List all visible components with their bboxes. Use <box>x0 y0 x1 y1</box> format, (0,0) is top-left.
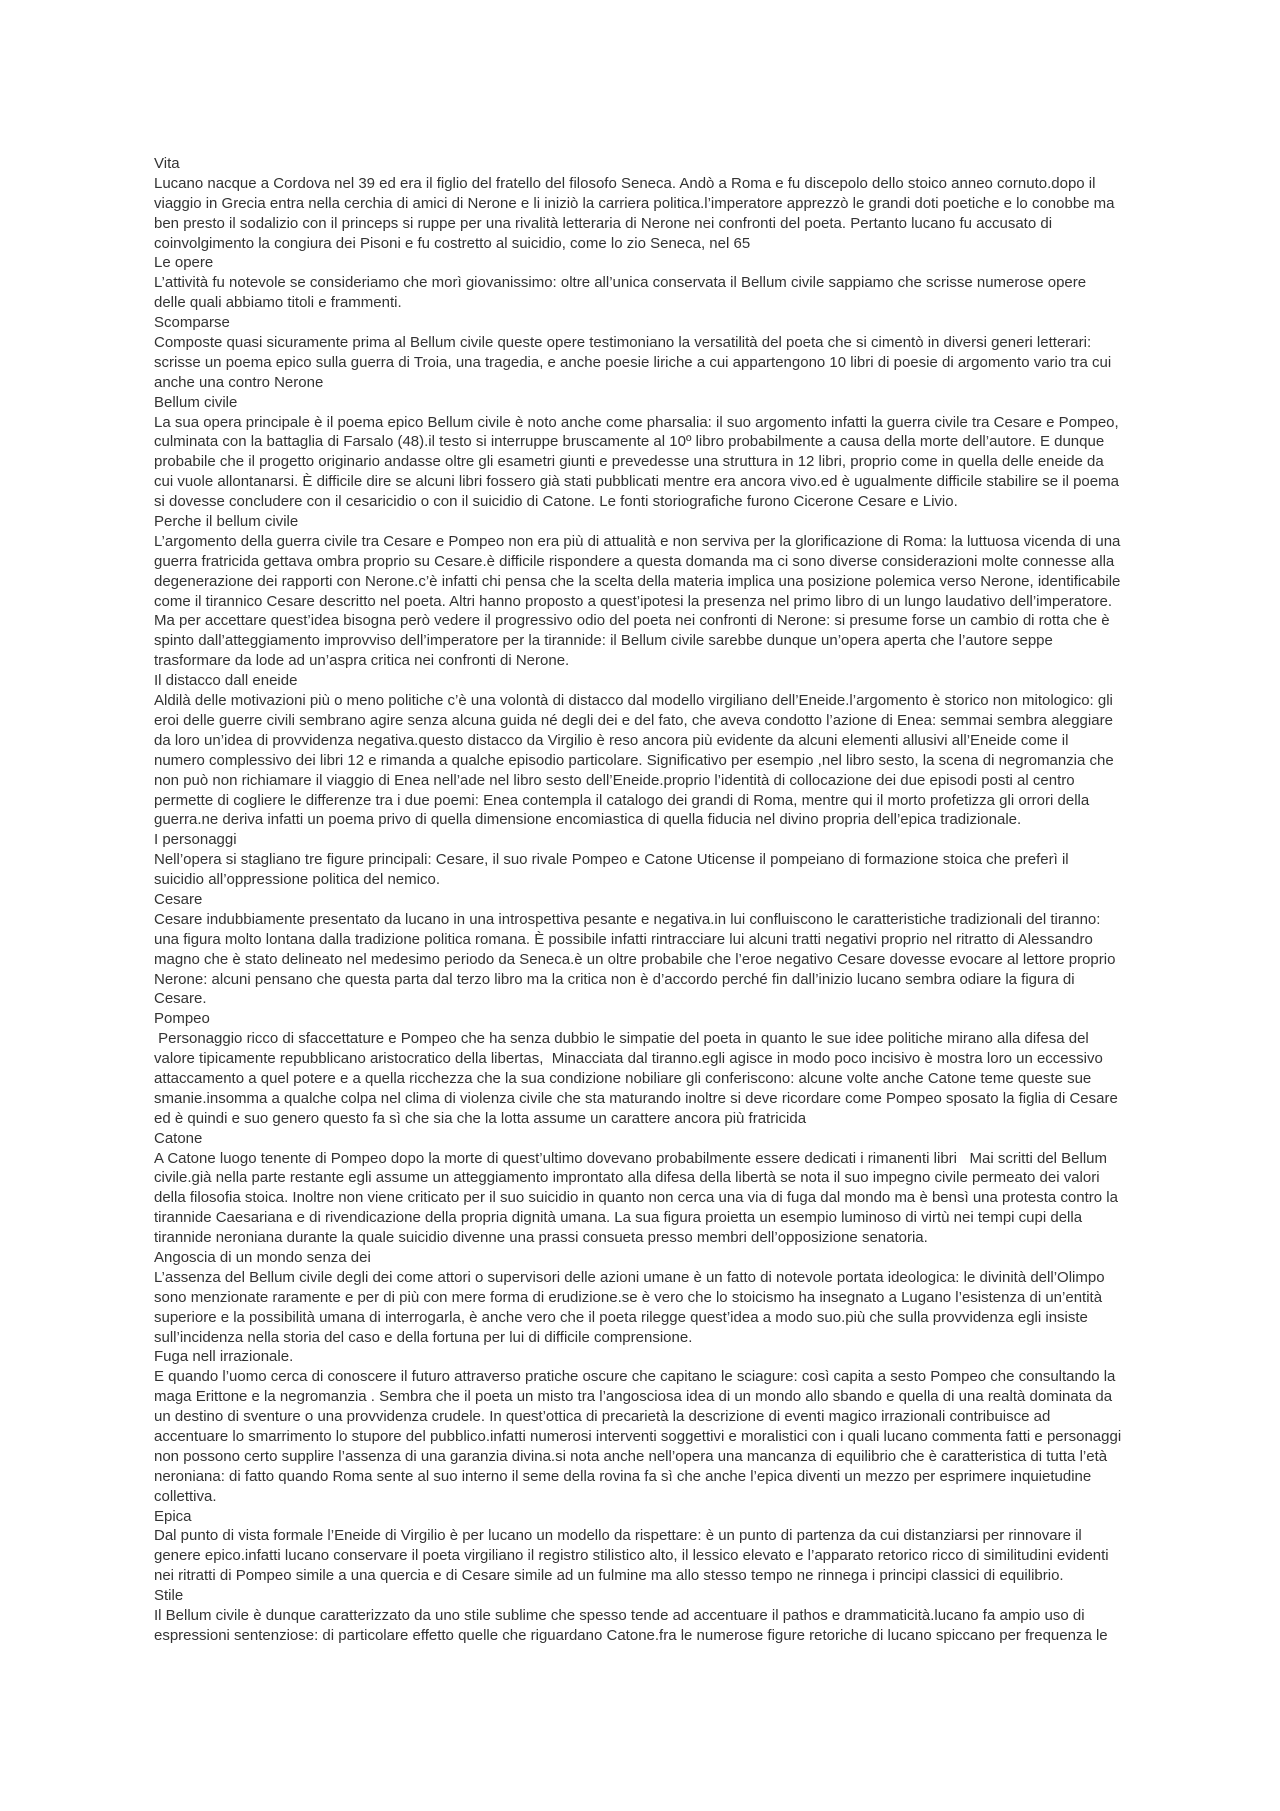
text-line: si dovesse concludere con il cesaricidio o con il suicidio di Catone. Le fonti storiografiche furono Cicerone Cesare e Livio. <box>154 493 958 511</box>
text-line: non può non richiamare il viaggio di Enea nell’ade nel libro sesto dell’Eneide.proprio l’identità di collocazione dei due episodi posti al centro <box>154 771 1075 789</box>
text-line: trasformare da lode ad un’aspra critica nei confronti di Nerone. <box>154 652 570 670</box>
section-heading: Perche il bellum civile <box>154 513 299 531</box>
text-line: Lucano nacque a Cordova nel 39 ed era il figlio del fratello del filosofo Seneca. Andò a Roma e fu discepolo dello stoico anneo cornuto.dopo il <box>154 174 1096 192</box>
section-heading: Scomparse <box>154 314 230 332</box>
section-heading: Cesare <box>154 890 203 908</box>
text-line: una figura molto lontana dalla tradizione politica romana. È possibile infatti rintracciare lui alcuni tratti negativi proprio nel ritratto di Alessandro <box>154 930 1093 948</box>
section-il-distacco-dall-eneide <box>154 671 1254 830</box>
text-line: permette di cogliere le differenze tra i due poemi: Enea contempla il catalogo dei grandi di Roma, mentre qui il morto profetizza gli orrori della <box>154 791 1090 809</box>
text-line: Dal punto di vista formale l’Eneide di Virgilio è per lucano un modello da rispettare: è un punto di partenza da cui distanziarsi per rinnovare il <box>154 1527 1082 1545</box>
text-line: ben presto il sodalizio con il princeps si ruppe per una rivalità letteraria di Nerone nei confronti del poeta. Pertanto lucano fu accusato di <box>154 214 1053 232</box>
text-line: attaccamento a quel potere e a quella ricchezza che la sua condizione nobiliare gli conferiscono: alcune volte anche Catone teme queste sue <box>154 1069 1092 1087</box>
text-line: Ma per accettare quest’idea bisogna però vedere il progressivo odio del poeta nei confronti di Nerone: si presume forse un cambio di rotta che è <box>154 612 1110 630</box>
section-pompeo <box>154 1009 1254 1128</box>
section-perche-il-bellum-civile <box>154 512 1254 671</box>
text-line: smanie.insomma a qualche colpa nel clima di violenza civile che sta maturando inoltre si deve ricordare come Pompeo sposato la figlia di Cesare <box>154 1089 1118 1107</box>
text-line: ed è quindi e suo genero questo fa sì che sia che la lotta assume un carattere ancora più fratricida <box>154 1109 807 1127</box>
text-line: spinto dall’atteggiamento improvviso dell’imperatore per la tirannide: il Bellum civile sarebbe dunque un’opera aperta che l’autore seppe <box>154 632 1053 650</box>
text-line: culminata con la battaglia di Farsalo (48).il testo si interruppe bruscamente al 10º libro probabilmente a causa della morte dell’autore. E dunque <box>154 433 1105 451</box>
section-angoscia-di-un-mondo-senza-dei <box>154 1248 1254 1347</box>
text-line: A Catone luogo tenente di Pompeo dopo la morte di quest’ultimo dovevano probabilmente essere dedicati i rimanenti libri Mai scritti del Bellum <box>154 1149 1108 1167</box>
section-heading: Stile <box>154 1587 184 1605</box>
text-line: superiore e la possibilità umana di interrogarla, è anche vero che il poeta rilegge quest’idea a modo suo.più che sulla provvidenza egli insiste <box>154 1308 1088 1326</box>
section-bellum-civile <box>154 393 1254 512</box>
section-heading: Il distacco dall eneide <box>154 672 298 690</box>
text-line: genere epico.infatti lucano conservare il poeta virgiliano il registro stilistico alto, il lessico elevato e l’apparato retorico ricco di similitudini evidenti <box>154 1547 1109 1565</box>
text-line: degenerazione dei rapporti con Nerone.c’è infatti chi pensa che la scelta della materia implica una posizione polemica verso Nerone, identificabile <box>154 572 1121 590</box>
text-line: Nell’opera si stagliano tre figure principali: Cesare, il suo rivale Pompeo e Catone Uticense il pompeiano di formazione stoica che preferì il <box>154 851 1069 869</box>
text-line: Cesare indubbiamente presentato da lucano in una introspettiva pesante e negativa.in lui confluiscono le caratteristiche tradizionali del tiranno: <box>154 910 1101 928</box>
section-heading: Catone <box>154 1129 203 1147</box>
text-line: suicidio all’oppressione politica del nemico. <box>154 871 440 889</box>
section-heading: Pompeo <box>154 1010 210 1028</box>
section-epica <box>154 1507 1254 1587</box>
text-line: tirannide Caesariana e di rivendicazione della propria dignità umana. La sua figura proietta un esempio luminoso di virtù nei tempi cupi della <box>154 1209 1083 1227</box>
text-line: civile.già nella parte restante egli assume un atteggiamento improntato alla difesa della libertà se nota il suo impegno civile permeato dei valori <box>154 1169 1100 1187</box>
text-line: come il tirannico Cesare descritto nel poeta. Altri hanno proposto a quest’ipotesi la presenza nel primo libro di un lungo laudativo dell’imperatore. <box>154 592 1113 610</box>
text-line: Personaggio ricco di sfaccettature e Pompeo che ha senza dubbio le simpatie del poeta in quanto le sue idee politiche mirano alla difesa del <box>154 1030 1089 1048</box>
section-vita <box>154 154 1254 253</box>
text-line: sull’incidenza nella storia del caso e della fortuna per lui di difficile comprensione. <box>154 1328 693 1346</box>
text-line: Aldilà delle motivazioni più o meno politiche c’è una volontà di distacco dal modello virgiliano dell’Eneide.l’argomento è storico non mitologico: gli <box>154 692 1113 710</box>
section-heading: Bellum civile <box>154 393 238 411</box>
text-line: coinvolgimento la congiura dei Pisoni e fu costretto al suicidio, come lo zio Seneca, nel 65 <box>154 234 751 252</box>
text-line: accentuare lo smarrimento lo stupore del pubblico.infatti numerosi interventi soggettivi e moralistici con i quali lucano commenta fatti e personaggi <box>154 1428 1122 1445</box>
text-line: Il Bellum civile è dunque caratterizzato da uno stile sublime che spesso tende ad accentuare il pathos e drammaticità.lucano fa ampio uso di <box>154 1607 1085 1625</box>
text-line: della filosofia stoica. Inoltre non viene criticato per il suo suicidio in quanto non cerca una via di fuga dal mondo ma è bensì una protesta contro la <box>154 1189 1118 1207</box>
text-line: La sua opera principale è il poema epico Bellum civile è noto anche come pharsalia: il suo argomento infatti la guerra civile tra Cesare e Pompeo, <box>154 413 1119 431</box>
section-scomparse <box>154 313 1254 393</box>
text-line: espressioni sentenziose: di particolare effetto quelle che riguardano Catone.fra le numerose figure retoriche di lucano spiccano per frequenza le <box>154 1626 1108 1644</box>
text-line: L’argomento della guerra civile tra Cesare e Pompeo non era più di attualità e non serviva per la glorificazione di Roma: la luttuosa vicenda di una <box>154 532 1121 550</box>
text-line: guerra.ne deriva infatti un poema privo di quella dimensione encomiastica di quella fiducia nel divino propria dell’epica tradizionale. <box>154 811 1022 829</box>
section-heading: Vita <box>154 155 180 172</box>
text-line: Cesare. <box>154 990 207 1008</box>
document-body <box>154 154 1254 1646</box>
section-fuga-nell-irrazionale <box>154 1347 1254 1506</box>
text-line: un destino di sventure o una provvidenza crudele. In quest’ottica di precarietà la descrizione di eventi magico irrazionali contribuisce ad <box>154 1408 1051 1426</box>
text-line: L’assenza del Bellum civile degli dei come attori o supervisori delle azioni umane è un fatto di notevole portata ideologica: le divinità dell’Olimpo <box>154 1268 1105 1286</box>
text-line: non possono certo supplire l’assenza di una garanzia divina.si nota anche nell’opera una mancanza di equilibrio che è caratteristica di tutta l’età <box>154 1447 1108 1465</box>
text-line: sono menzionate raramente e per di più con mere forma di erudizione.se è vero che lo stoicismo ha insegnato a Lugano l’esistenza di un’entità <box>154 1288 1103 1306</box>
text-line: eroi delle guerre civili sembrano agire senza alcuna guida né degli dei e del fato, che aveva condotto l’azione di Enea: semmai sembra aleggiare <box>154 711 1113 729</box>
text-line: delle quali abbiamo titoli e frammenti. <box>154 294 402 312</box>
text-line: magno che è stato delineato nel medesimo periodo da Seneca.è un oltre probabile che l’eroe negativo Cesare dovesse evocare al lettore proprio <box>154 950 1116 968</box>
text-line: Composte quasi sicuramente prima al Bellum civile queste opere testimoniano la versatilità del poeta che si cimentò in diversi generi letterari: <box>154 334 1092 352</box>
text-line: tirannide neroniana durante la quale suicidio divenne una prassi consueta presso membri dell’opposizione senatoria. <box>154 1229 928 1247</box>
section-catone <box>154 1129 1254 1248</box>
text-line: neroniana: di fatto quando Roma sente al suo interno il seme della rovina fa sì che anche l’epica diventi un mezzo per esprimere inquietudine <box>154 1467 1092 1485</box>
text-line: anche una contro Nerone <box>154 373 324 391</box>
text-line: nei ritratti di Pompeo simile a una quercia e di Cesare simile ad un fulmine ma allo stesso tempo ne rinnega i principi classici di equilibrio. <box>154 1567 1064 1585</box>
text-line: cui vuole allontanarsi. È difficile dire se alcuni libri fossero già stati pubblicati mentre era ancora vivo.ed è ugualmente difficile stabilire se il poema <box>154 473 1119 491</box>
text-line: L’attività fu notevole se consideriamo che morì giovanissimo: oltre all’unica conservata il Bellum civile sappiamo che scrisse numerose opere <box>154 274 1087 292</box>
text-line: E quando l’uomo cerca di conoscere il futuro attraverso pratiche oscure che capitano le sciagure: così capita a sesto Pompeo che consultando la <box>154 1368 1116 1386</box>
text-line: collettiva. <box>154 1487 217 1505</box>
text-line: da loro un’idea di provvidenza negativa.questo distacco da Virgilio è reso ancora più evidente da alcuni elementi allusivi all’Eneide come il <box>154 731 1069 749</box>
text-line: maga Erittone e la negromanzia . Sembra che il poeta un misto tra l’angosciosa idea di un mondo allo sbando e quella di una realtà dominata da <box>154 1388 1113 1406</box>
section-heading: Le opere <box>154 254 214 272</box>
section-i-personaggi <box>154 830 1254 890</box>
text-line: numero complessivo dei libri 12 e rimanda a qualche episodio particolare. Significativo per esempio ,nel libro sesto, la scena di negromanzia che <box>154 751 1114 769</box>
section-heading: Fuga nell irrazionale. <box>154 1348 294 1366</box>
text-line: scrisse un poema epico sulla guerra di Troia, una tragedia, e anche poesie liriche a cui appartengono 10 libri di poesie di argomento vario tra cui <box>154 353 1112 371</box>
section-cesare <box>154 890 1254 1009</box>
section-heading: Epica <box>154 1507 192 1525</box>
section-heading: I personaggi <box>154 831 237 849</box>
text-line: guerra fratricida gettava ombra proprio su Cesare.è difficile rispondere a questa domanda ma ci sono diverse considerazioni molte connesse alla <box>154 552 1115 570</box>
section-heading: Angoscia di un mondo senza dei <box>154 1248 371 1266</box>
section-stile <box>154 1586 1254 1646</box>
text-line: probabile che il progetto originario andasse oltre gli esametri giunti e prevedesse una struttura in 12 libri, proprio come in quella delle eneide da <box>154 453 1104 471</box>
text-line: valore tipicamente repubblicano aristocratico della libertas, Minacciata dal tiranno.egli agisce in modo poco incisivo è mostra loro un eccessivo <box>154 1050 1103 1068</box>
text-line: Nerone: alcuni pensano che questa parta dal terzo libro ma la critica non è d’accordo perché fin dall’inizio lucano sembra odiare la figura di <box>154 970 1075 988</box>
section-le-opere <box>154 253 1254 313</box>
text-line: viaggio in Grecia entra nella cerchia di amici di Nerone e li iniziò la carriera politica.l’imperatore apprezzò le grandi doti poetiche e lo conobbe ma <box>154 194 1115 212</box>
